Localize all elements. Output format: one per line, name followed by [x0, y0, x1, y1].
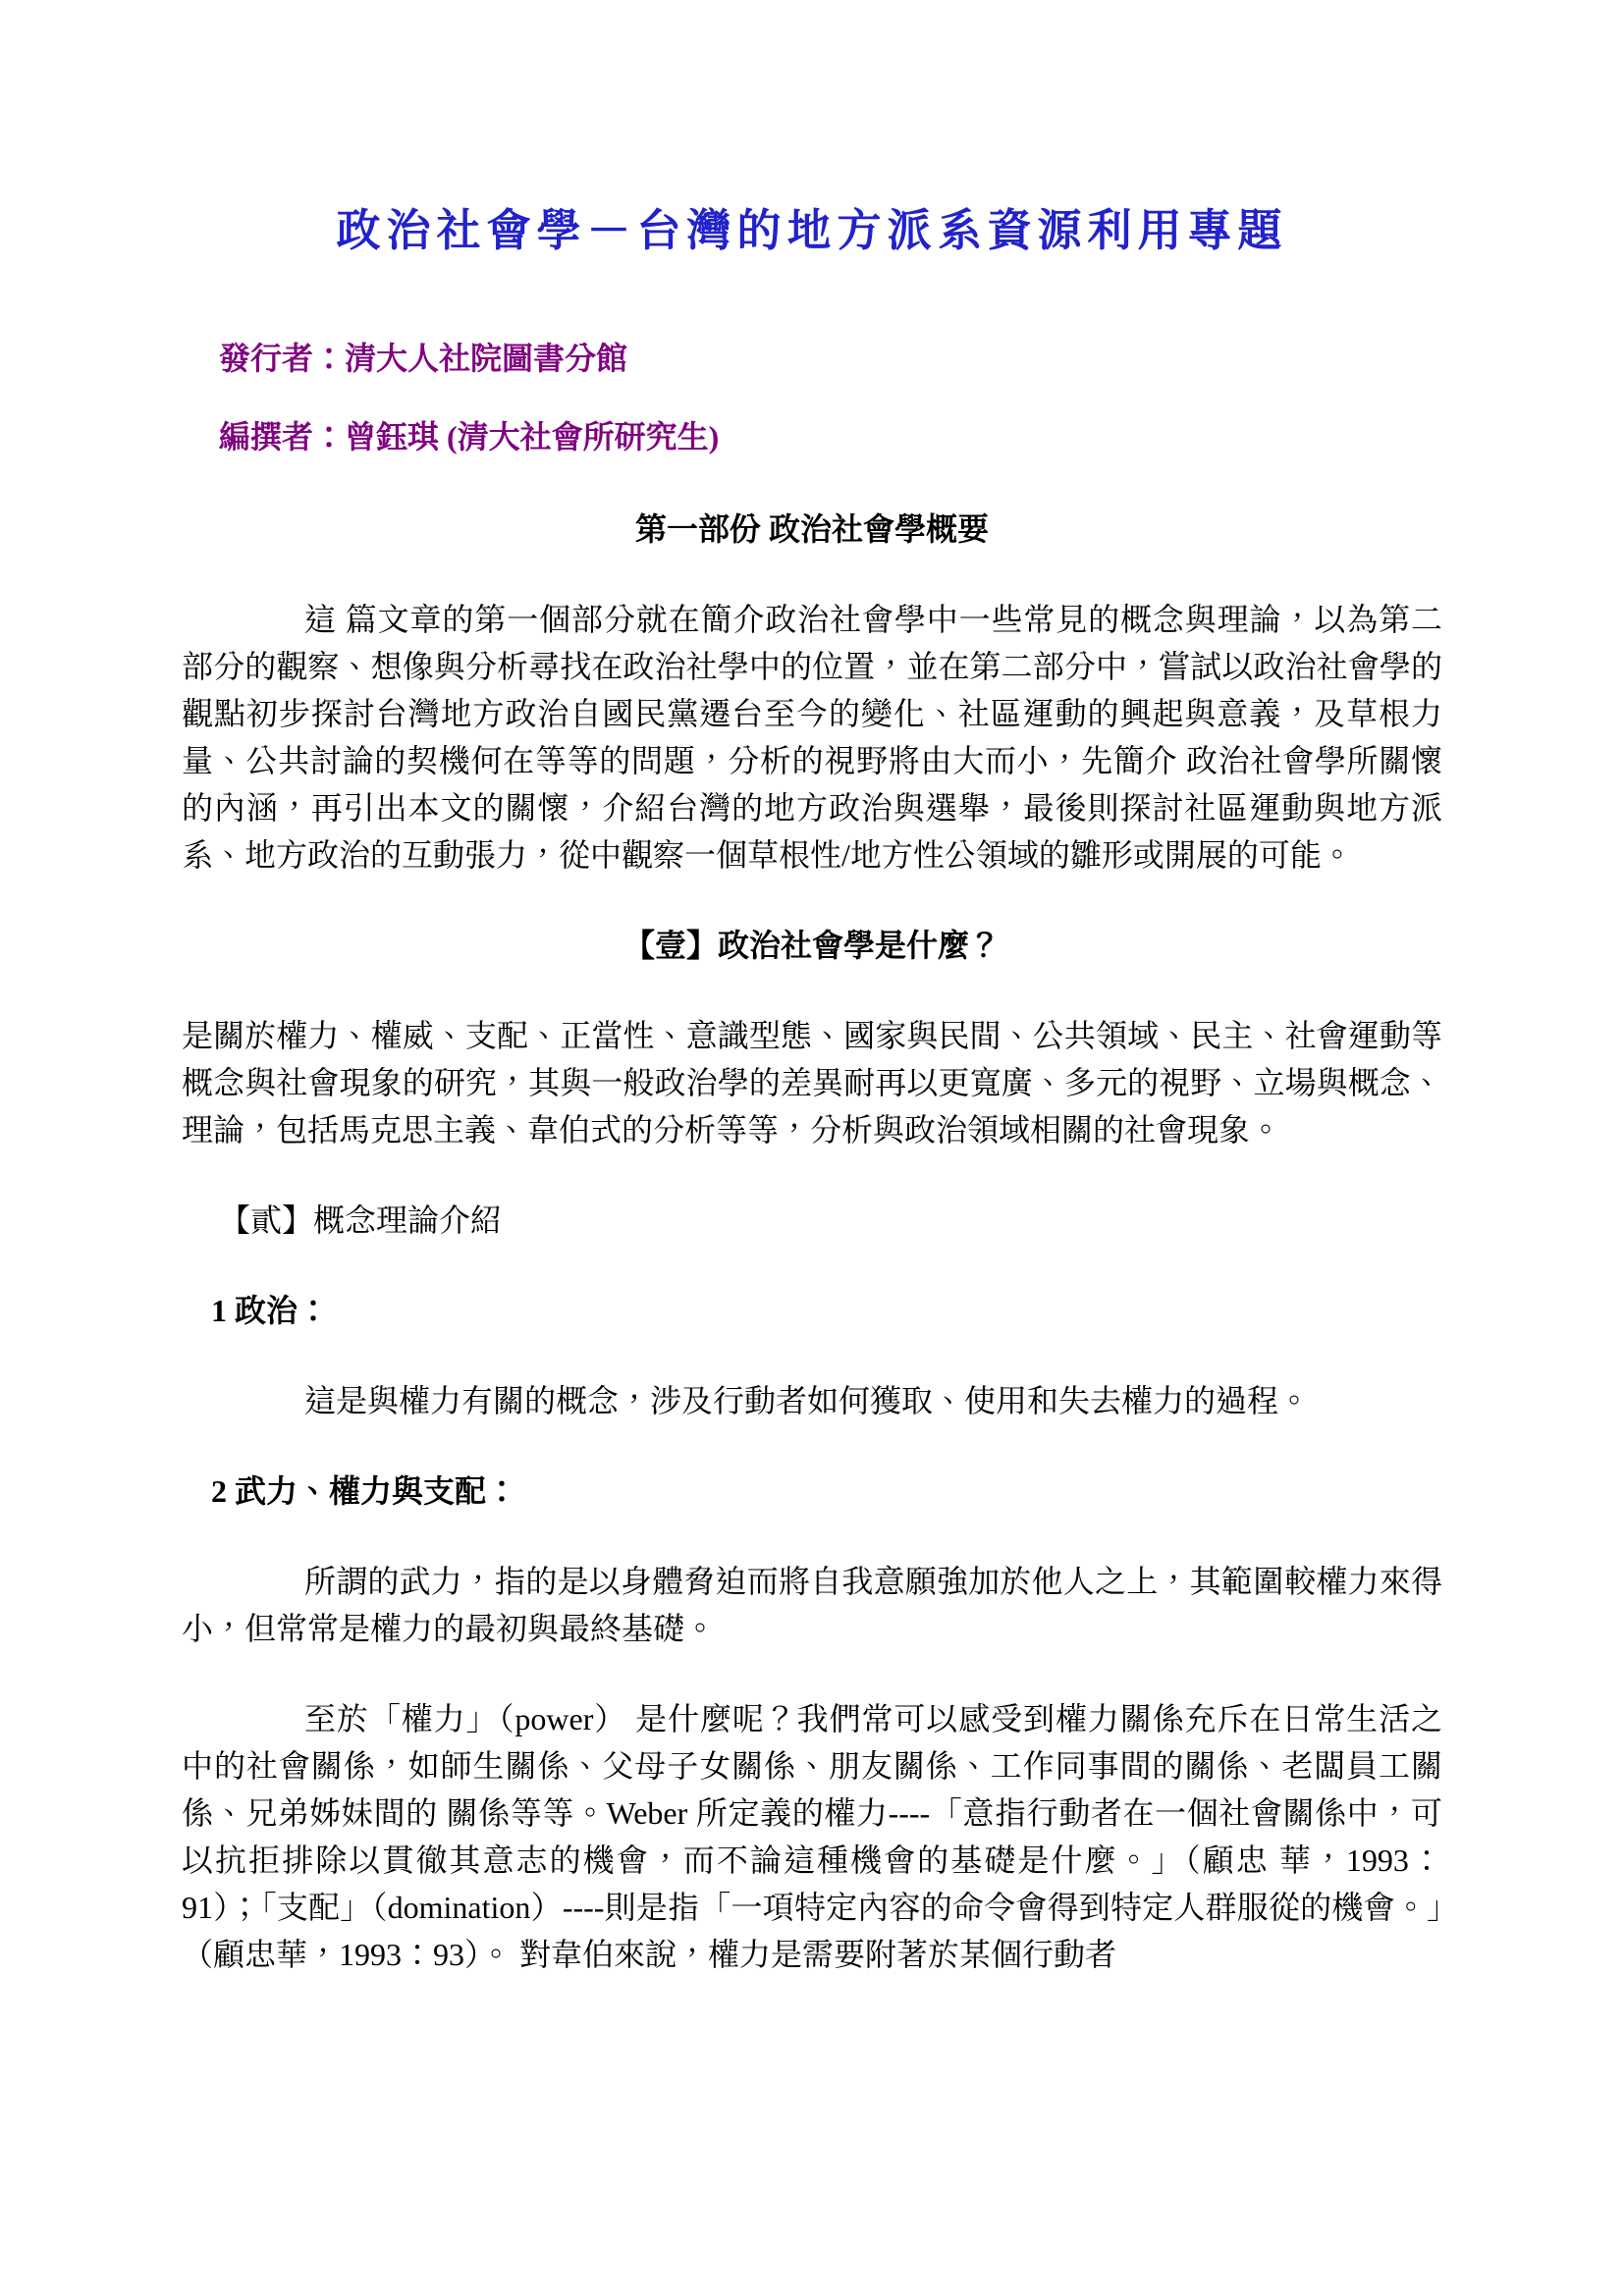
- subsection-force-power-heading: 2 武力、權力與支配：: [211, 1473, 518, 1509]
- part1-intro-paragraph: 這 篇文章的第一個部分就在簡介政治社會學中一些常見的概念與理論，以為第二部分的觀察、想像與分析尋找在政治社學中的位置，並在第二部分中，嘗試以政治社會學的觀點初步探討台灣地方政治自國民黨遷台至今的變化、社區運動的興起與意義，及草根力量、公共討論的契機何在等等的問題，分析的視野將由大而小，先簡介 政治社會學所關懷的內涵，再引出本文的關懷，介紹台灣的地方政治與選舉，最後則探討社區運動與地方派系、地方政治的互動張力，從中觀察一個草根性/地方性公領域的雛形或開展的可能。: [182, 602, 1442, 873]
- editor-line: 編撰者：曾鈺琪 (清大社會所研究生): [219, 419, 720, 454]
- subsection-force-power-paragraph-2: 至於「權力」（power） 是什麼呢？我們常可以感受到權力關係充斥在日常生活之中的社會關係，如師生關係、父母子女關係、朋友關係、工作同事間的關係、老闆員工關係、兄弟姊妹間的 關係等等。Weber 所定義的權力----「意指行動者在一個社會關係中，可以抗拒排除以貫徹其意志的機會，而不論這種機會的基礎是什麼。」（顧忠 華，1993：91）；「支配」（domination）----則是指「一項特定內容的命令會得到特定人群服從的機會。」（顧忠華，1993：93）。 對韋伯來說，權力是需要附著於某個行動者: [182, 1701, 1442, 1972]
- section-yi-paragraph: 是關於權力、權威、支配、正當性、意識型態、國家與民間、公共領域、民主、社會運動等概念與社會現象的研究，其與一般政治學的差異耐再以更寬廣、多元的視野、立場與概念、理論，包括馬克思主義、韋伯式的分析等等，分析與政治領域相關的社會現象。: [182, 1018, 1442, 1148]
- publisher-line: 發行者：清大人社院圖書分館: [219, 341, 628, 376]
- subsection-politics-paragraph: 這是與權力有關的概念，涉及行動者如何獲取、使用和失去權力的過程。: [304, 1383, 1311, 1418]
- document-title: 政治社會學－台灣的地方派系資源利用專題: [336, 206, 1288, 255]
- section-er-heading: 【貳】概念理論介紹: [219, 1202, 503, 1238]
- section-yi-heading: 【壹】政治社會學是什麼？: [623, 928, 1001, 963]
- subsection-force-power-paragraph-1: 所謂的武力，指的是以身體脅迫而將自我意願強加於他人之上，其範圍較權力來得小，但常常是權力的最初與最終基礎。: [182, 1564, 1442, 1646]
- part1-heading: 第一部份 政治社會學概要: [634, 511, 989, 547]
- subsection-politics-heading: 1 政治：: [211, 1293, 330, 1328]
